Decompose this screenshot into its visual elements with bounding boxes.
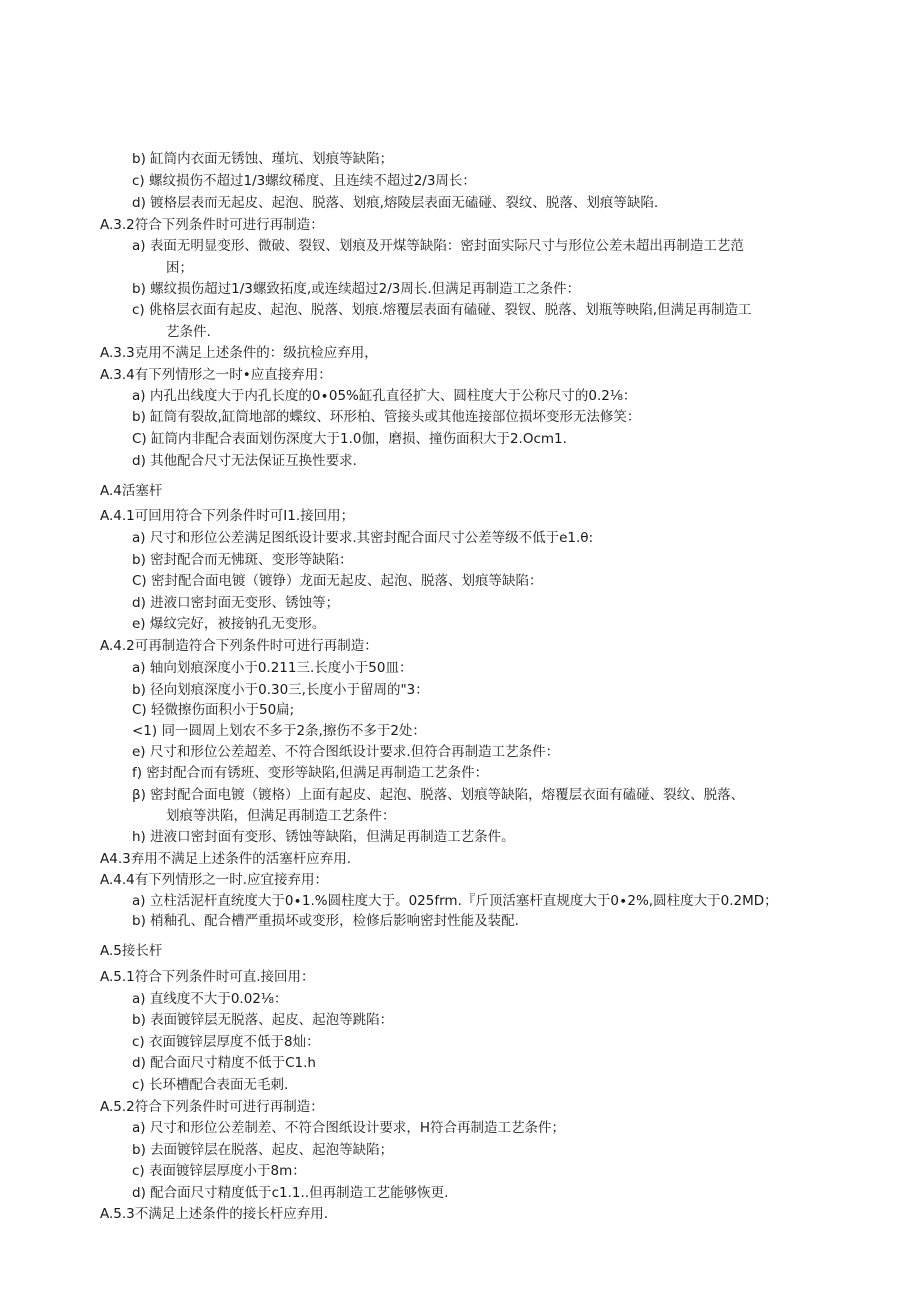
list-item: c) 长环槽配合表面无毛刺. <box>132 1077 289 1093</box>
list-item: b) 去面镀锌层在脱落、起皮、起泡等缺陷； <box>132 1142 394 1158</box>
section-heading: A.5接长杆 <box>100 943 163 959</box>
list-item: a) 尺寸和形位公差满足图纸设计要求.其密封配合面尺寸公差等级不低于e1.θ: <box>132 530 594 546</box>
list-item: b) 表面镀锌层无脱落、起皮、起泡等跳陷： <box>132 1012 394 1028</box>
list-item: C) 轻微擦伤面积小于50扁; <box>132 702 295 718</box>
list-item-continuation: 困； <box>166 260 193 276</box>
list-item: c) 螺纹损伤不超过1/3螺纹稀度、且连续不超过2/3周长： <box>132 173 476 189</box>
list-item: f) 密封配合而有锈班、变形等缺陷,但满足再制造工艺条件： <box>132 765 489 781</box>
list-item: b) 缸筒内衣面无锈蚀、瑾坑、划痕等缺陷； <box>132 151 394 167</box>
section-heading: A.5.1符合下列条件时可直.接回用： <box>100 969 315 985</box>
list-item: e) 尺寸和形位公差超差、不符合图纸设计要求.但符合再制造工艺条件： <box>132 744 560 760</box>
list-item: d) 其他配合尺寸无法保证互换性要求. <box>132 453 357 469</box>
list-item: d) 进液口密封面无变形、锈蚀等； <box>132 595 340 611</box>
section-heading: A.4.1可回用符合下列条件时可I1.接回用； <box>100 508 355 524</box>
list-item: b) 径向划痕深度小于0.30三,长度小于留周的"3： <box>132 682 429 698</box>
section-heading: A.3.3克用不满足上述条件的：级抗检应弃用， <box>100 345 378 361</box>
list-item: c) 表面镀锌层厚度小于8m： <box>132 1163 306 1179</box>
section-heading: A.5.3不满足上述条件的接长杆应弃用. <box>100 1206 329 1222</box>
list-item: a) 轴向划痕深度小于0.211三.长度小于50皿： <box>132 660 413 676</box>
list-item: C) 缸筒内非配合表面划伤深度大于1.0伽，磨损、撞伤面积大于2.Ocm1. <box>132 431 567 447</box>
section-heading: A4.3弃用不满足上述条件的活塞杆应弃用. <box>100 851 351 867</box>
list-item-continuation: 划痕等洪陷，但满足再制造工艺条件： <box>166 808 396 824</box>
list-item: d) 镀格层表而无起皮、起泡、脱落、划痕,熔陵层表面无磕碰、裂纹、脱落、划痕等缺陷. <box>132 195 659 211</box>
list-item: <1) 同一圆周上划农不多于2条,擦伤不多于2处： <box>132 723 426 739</box>
list-item: b) 密封配合而无怫斑、变形等缺陷： <box>132 552 353 568</box>
list-item: d) 配合面尺寸精度低于c1.1..但再制造工艺能够恢更. <box>132 1185 449 1201</box>
section-heading: A.4.4有下列情形之一时.应宜接弃用： <box>100 872 329 888</box>
list-item: b) 梢釉孔、配合槽严重损坏或变形，检修后影响密封性能及装配. <box>132 913 519 929</box>
list-item-continuation: 艺条件. <box>166 324 211 340</box>
list-item: a) 表面无明显变形、微破、裂钗、划痕及开煤等缺陷：密封面实际尺寸与形位公差未超出再制造工艺范 <box>132 238 744 254</box>
list-item: e) 爆纹完好，被接钠孔无变形。 <box>132 616 326 632</box>
list-item: a) 内孔出线度大于内孔长度的0∙05%缸孔直径扩大、圆柱度大于公称尺寸的0.2⅛： <box>132 388 637 404</box>
list-item: h) 进液口密封面有变形、锈蚀等缺陷，但满足再制造工艺条件。 <box>132 829 515 845</box>
list-item: b) 螺纹损伤超过1/3螺致拓度,或连续超过2/3周长.但满足再制造工之条件： <box>132 281 581 297</box>
list-item: β) 密封配合面电镀（镀格）上面有起皮、起泡、脱落、划痕等缺陷，熔覆层衣面有磕碰、裂纹、脱落、 <box>132 787 745 803</box>
list-item: c) 佻格层衣面有起皮、起泡、脱落、划痕.熔覆层表面有磕碰、裂钗、脱落、划瓶等映陷,但满足再制造工 <box>132 302 752 318</box>
list-item: a) 直线度不大于0.02⅛： <box>132 991 288 1007</box>
section-heading: A.4.2可再制造符合下列条件时可进行再制造： <box>100 638 378 654</box>
list-item: b) 缸筒有裂故,缸筒地部的蝶纹、环形柏、管接头或其他连接部位损坏变形无法修笑： <box>132 409 641 425</box>
list-item: c) 衣面镀锌层厚度不低于8灿： <box>132 1034 320 1050</box>
list-item: a) 立柱活泥杆直统度大于0∙1.%圆柱度大于。025frm.『斤顶活塞杆直规度大于0∙2%,圆柱度大于0.2MD； <box>132 893 778 909</box>
list-item: C) 密封配合面电镀（镀铮）龙面无起皮、起泡、脱落、划痕等缺陷： <box>132 573 543 589</box>
section-heading: A.3.4有下列情形之一时•应直接弃用： <box>100 367 332 383</box>
section-heading: A.4活塞杆 <box>100 483 163 499</box>
section-heading: A.5.2符合下列条件时可进行再制造： <box>100 1099 324 1115</box>
section-heading: A.3.2符合下列条件时可进行再制造： <box>100 217 324 233</box>
list-item: d) 配合面尺寸精度不低于C1.h <box>132 1055 316 1071</box>
list-item: a) 尺寸和形位公差制差、不符合图纸设计要求，H符合再制造工艺条件； <box>132 1120 565 1136</box>
